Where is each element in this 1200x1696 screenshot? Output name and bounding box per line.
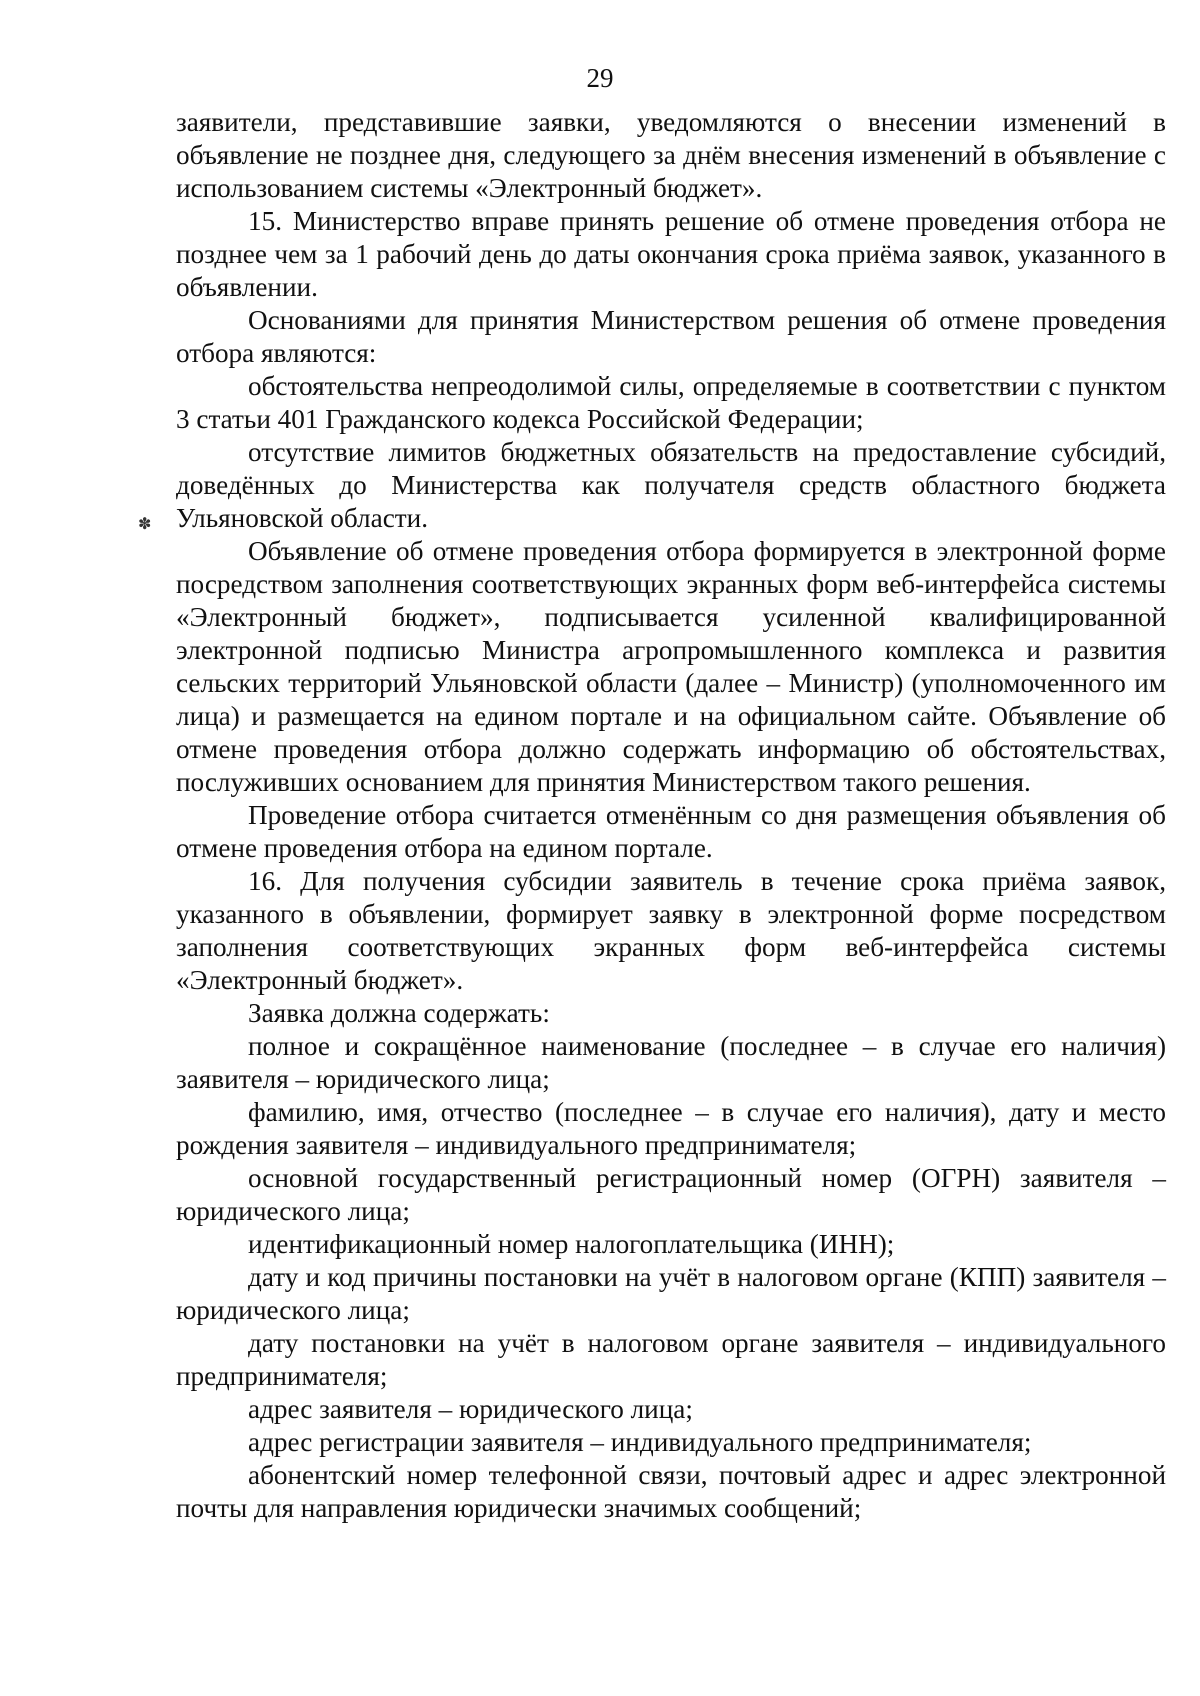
paragraph: Основаниями для принятия Министерством решения об отмене проведения отбора являются: — [176, 305, 1166, 368]
margin-mark-icon: ✽ — [138, 516, 152, 533]
paragraph-item-16: 16. Для получения субсидии заявитель в течение срока приёма заявок, указанного в объявлении, формирует заявку в электронной форме посредством заполнения соответствующих экранных форм веб-интерфейса системы «Электронный бюджет». — [176, 866, 1166, 995]
list-item: адрес заявителя – юридического лица; — [248, 1394, 693, 1424]
list-item: дату и код причины постановки на учёт в налоговом органе (КПП) заявителя – юридического лица; — [176, 1262, 1166, 1325]
page-number: 29 — [586, 63, 614, 93]
paragraph: отсутствие лимитов бюджетных обязательств на предоставление субсидий, доведённых до Министерства как получателя средств областного бюджета Ульяновской области. — [176, 437, 1166, 533]
list-item: дату постановки на учёт в налоговом органе заявителя – индивидуального предпринимателя; — [176, 1328, 1166, 1391]
paragraph-continuation: заявители, представившие заявки, уведомляются о внесении изменений в объявление не позднее дня, следующего за днём внесения изменений в объявление с использованием системы «Электронный бюджет». — [176, 107, 1166, 203]
document-body — [176, 106, 1166, 1525]
list-item: основной государственный регистрационный номер (ОГРН) заявителя – юридического лица; — [176, 1163, 1166, 1226]
paragraph: Проведение отбора считается отменённым со дня размещения объявления об отмене проведения отбора на едином портале. — [176, 800, 1166, 863]
list-item: адрес регистрации заявителя – индивидуального предпринимателя; — [248, 1427, 1032, 1457]
paragraph: Объявление об отмене проведения отбора формируется в электронной форме посредством заполнения соответствующих экранных форм веб-интерфейса системы «Электронный бюджет», подписывается усиленной квалифицированной электронной подписью Министра агропромышленного комплекса и развития сельских территорий Ульяновской области (далее – Министр) (уполномоченного им лица) и размещается на едином портале и на официальном сайте. Объявление об отмене проведения отбора должно содержать информацию об обстоятельствах, послуживших основанием для принятия Министерством такого решения. — [176, 536, 1166, 797]
list-item: полное и сокращённое наименование (последнее – в случае его наличия) заявителя – юридического лица; — [176, 1031, 1166, 1094]
paragraph: Заявка должна содержать: — [248, 998, 550, 1028]
paragraph-item-15: 15. Министерство вправе принять решение об отмене проведения отбора не позднее чем за 1 рабочий день до даты окончания срока приёма заявок, указанного в объявлении. — [176, 206, 1166, 302]
list-item: абонентский номер телефонной связи, почтовый адрес и адрес электронной почты для направления юридически значимых сообщений; — [176, 1460, 1166, 1523]
paragraph: обстоятельства непреодолимой силы, определяемые в соответствии с пунктом 3 статьи 401 Гражданского кодекса Российской Федерации; — [176, 371, 1166, 434]
list-item: идентификационный номер налогоплательщика (ИНН); — [248, 1229, 895, 1259]
list-item: фамилию, имя, отчество (последнее – в случае его наличия), дату и место рождения заявителя – индивидуального предпринимателя; — [176, 1097, 1166, 1160]
